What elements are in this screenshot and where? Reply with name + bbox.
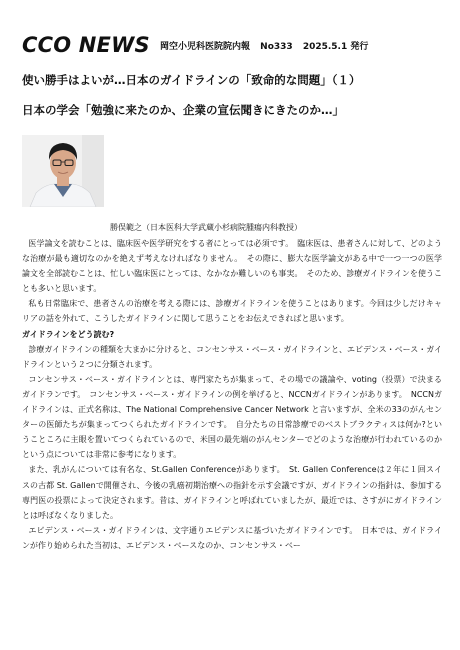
subheadline: 日本の学会「勉強に来たのか、企業の宣伝聞きにきたのか…」 xyxy=(22,103,344,117)
paragraph: コンセンサス・ベース・ガイドラインとは、専門家たちが集まって、その場での議論や、voting（投票）で決まるガイドランです。 コンセンサス・ベース・ガイドラインの例を挙げると、NCCNガイドラインがあります。 NCCNガイドラインは、正式名称は、The National Comprehensive Cancer Network と言いますが、全米の33のがんセンターの医師たちが集まってつくられたガイドラインです。 自分たちの日常診療でのベストプラクティスは何か?ということころに主眼を置いてつくられているので、米国の最先端のがんセンターでどのような治療が行われているのかという点については非常に参考になります。 xyxy=(22,374,442,460)
paragraph: 私も日常臨床で、患者さんの治療を考える際には、診療ガイドラインを使うことはあります。今回は少しだけキャリアの話を外れて、こうしたガイドラインに関して思うことをお伝えできればと思います。 xyxy=(22,299,442,324)
article-body xyxy=(22,236,442,553)
author-portrait xyxy=(22,135,104,207)
newsletter-brand: CCO NEWS xyxy=(22,33,150,57)
hospital-name: 岡空小児科医院院内報 xyxy=(160,42,251,52)
issue-info xyxy=(160,41,368,53)
issue-date: 2025.5.1 発行 xyxy=(302,42,369,52)
author-photo xyxy=(22,135,104,207)
headline: 使い勝手はよいが…日本のガイドラインの「致命的な問題」（１） xyxy=(22,73,361,87)
paragraph: エビデンス・ベース・ガイドラインは、文字通りエビデンスに基づいたガイドラインです。 日本では、ガイドラインが作り始められた当初は、エビデンス・ベースなのか、コンセンサス・ベー xyxy=(22,525,442,550)
issue-number: No333 xyxy=(260,42,293,52)
masthead xyxy=(22,33,442,59)
paragraph: 医学論文を読むことは、臨床医や医学研究をする者にとっては必須です。 臨床医は、患者さんに対して、どのような治療が最も適切なのかを絶えず考えなければなりません。 その際に、膨大な医学論文がある中で一つ一つの医学論文を全部読むことは、忙しい臨床医にとっては、なかなか難しいのも事実。 そのため、診療ガイドラインを使うことも多いと思います。 xyxy=(22,239,442,294)
paragraph: 診療ガイドラインの種類を大まかに分けると、コンセンサス・ベース・ガイドラインと、エビデンス・ベース・ガイドラインという２つに分類されます。 xyxy=(22,344,442,369)
section-heading: ガイドラインをどう読む? xyxy=(22,329,115,339)
author-credit: 勝俣範之（日本医科大学武蔵小杉病院腫瘍内科教授） xyxy=(110,223,302,232)
paragraph: また、乳がんについては有名な、St.Gallen Conferenceがあります。 St. Gallen Conferenceは２年に１回スイスの古都 St. Gallenで開催され、今後の乳癌初期治療への指針を示す会議ですが、ガイドラインの指針は、参加する専門医の投票によって決定されます。昔は、ガイドラインと呼ばれていましたが、最近では、さすがにガイドラインとは呼ばなくなりました。 xyxy=(22,465,442,520)
